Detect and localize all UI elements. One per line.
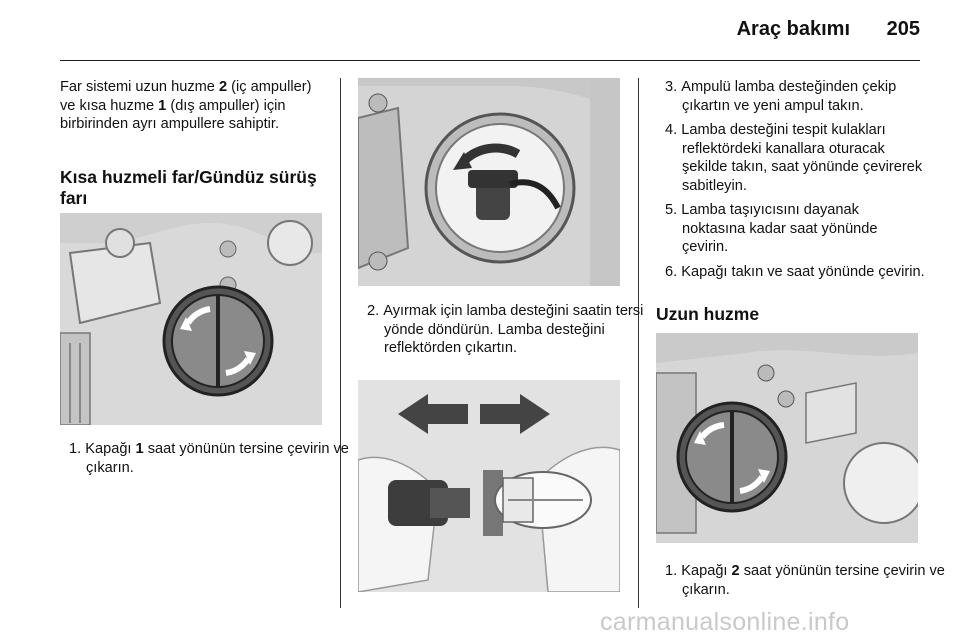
header-rule xyxy=(60,60,920,61)
low-beam-cover-figure xyxy=(60,213,322,425)
high-beam-heading: Uzun huzme xyxy=(656,304,760,324)
low-beam-heading: Kısa huzmeli far/Gündüz sürüş farı xyxy=(60,167,317,208)
step-3: 3. Ampulü lamba desteğinden çekip çıkartın ve yeni ampul takın. xyxy=(665,79,897,114)
intro-paragraph: Far sistemi uzun huzme 2 (iç ampuller) ve kısa huzme 1 (dış ampuller) için birbirinden ayrı ampullere sahiptir. xyxy=(60,79,312,132)
column-divider-1 xyxy=(340,78,341,608)
low-beam-step-1: 1. Kapağı 1 saat yönünün tersine çevirin ve çıkarın. xyxy=(69,441,349,476)
watermark: carmanualsonline.info xyxy=(600,608,850,636)
step-4: 4. Lamba desteğini tespit kulakları reflektördeki kanallara oturacak şekilde takın, saat yönünde çevirerek sabitleyin. xyxy=(665,122,923,194)
step-2: 2. Ayırmak için lamba desteğini saatin tersi yönde döndürün. Lamba desteğini reflektörden çıkartın. xyxy=(367,303,644,356)
lamp-holder-rotate-figure xyxy=(358,78,620,286)
page-number: 205 xyxy=(886,18,920,40)
high-beam-step-1: 1. Kapağı 2 saat yönünün tersine çevirin ve çıkarın. xyxy=(665,563,945,598)
high-beam-cover-figure xyxy=(656,333,918,543)
step-5: 5. Lamba taşıyıcısını dayanak noktasına kadar saat yönünde çevirin. xyxy=(665,202,878,255)
section-title: Araç bakımı xyxy=(736,18,850,40)
step-6: 6. Kapağı takın ve saat yönünde çevirin. xyxy=(665,263,925,280)
steps-list xyxy=(656,78,926,281)
bulb-removal-figure xyxy=(358,380,620,592)
